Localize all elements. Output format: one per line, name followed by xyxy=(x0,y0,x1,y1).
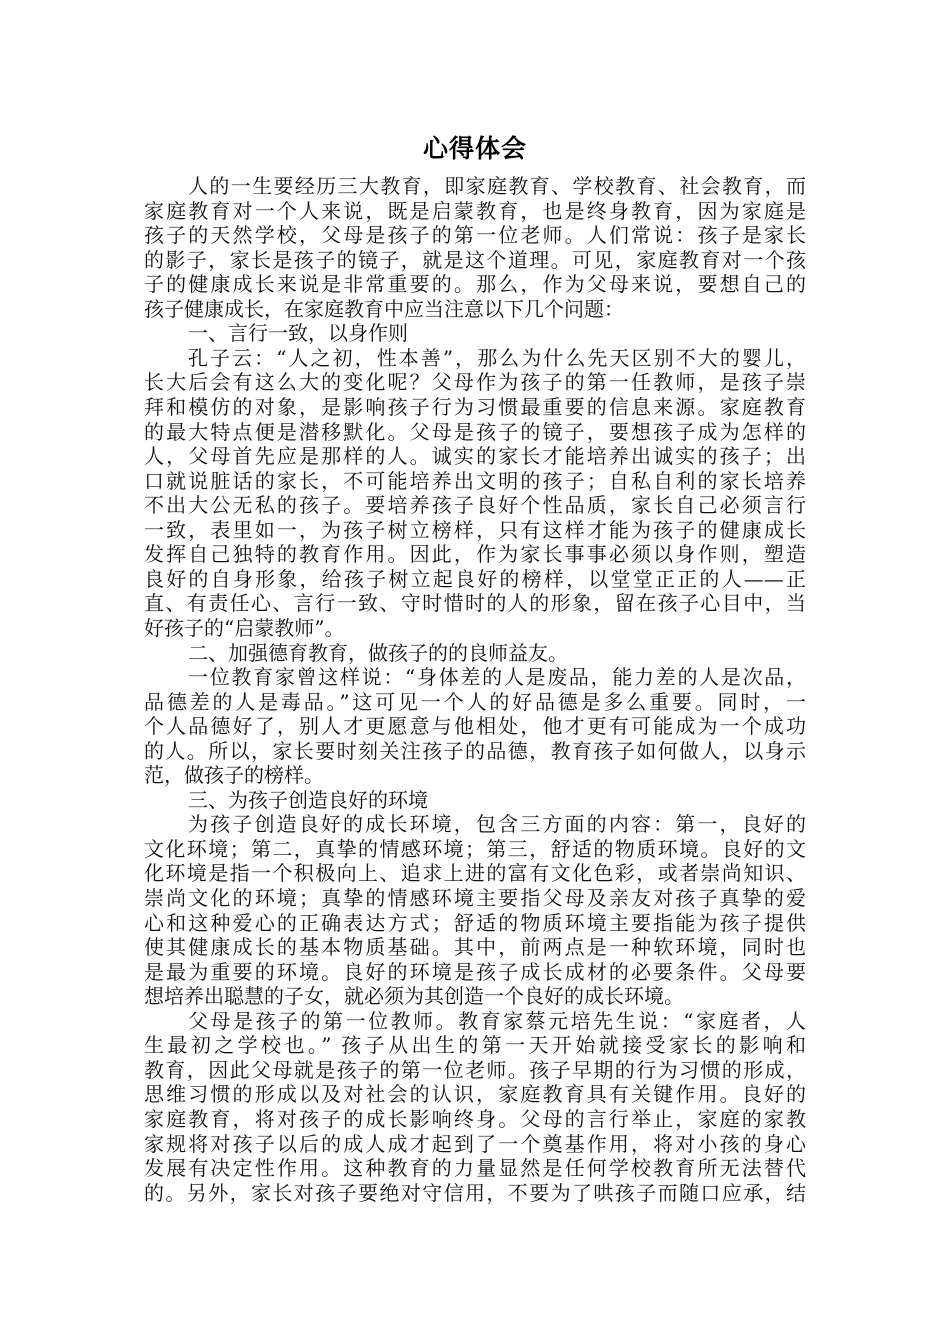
text-line: 子的健康成长来说是非常重要的。那么，作为父母来说，要想自己的 xyxy=(144,272,806,297)
text-line: 一、言行一致，以身作则 xyxy=(188,321,408,346)
text-line: 的。另外，家长对孩子要绝对守信用，不要为了哄孩子而随口应承，结 xyxy=(144,1180,806,1205)
text-line: 个人品德好了，别人才更愿意与他相处，他才更有可能成为一个成功 xyxy=(144,714,806,739)
text-line: 思维习惯的形成以及对社会的认识，家庭教育具有关键作用。良好的 xyxy=(144,1082,806,1107)
text-line: 一致，表里如一，为孩子树立榜样，只有这样才能为孩子的健康成长 xyxy=(144,517,806,542)
document-title: 心得体会 xyxy=(422,134,527,163)
text-line: 直、有责任心、言行一致、守时惜时的人的形象，留在孩子心目中，当 xyxy=(144,591,806,616)
text-line: 孔子云：“人之初，性本善”，那么为什么先天区别不大的婴儿， xyxy=(188,345,806,370)
text-line: 品德差的人是毒品。”这可见一个人的好品德是多么重要。同时，一 xyxy=(144,689,806,714)
text-line: 生最初之学校也。” 孩子从出生的第一天开始就接受家长的影响和 xyxy=(144,1033,806,1058)
text-line: 化环境是指一个积极向上、追求上进的富有文化色彩，或者崇尚知识、 xyxy=(144,861,806,886)
text-line: 不出大公无私的孩子。要培养孩子良好个性品质，家长自己必须言行 xyxy=(144,493,806,518)
text-line: 人，父母首先应是那样的人。诚实的家长才能培养出诚实的孩子；出 xyxy=(144,444,806,469)
text-line: 教育，因此父母就是孩子的第一位老师。孩子早期的行为习惯的形成， xyxy=(144,1057,806,1082)
text-line: 的影子，家长是孩子的镜子，就是这个道理。可见，家庭教育对一个孩 xyxy=(144,247,806,272)
text-line: 文化环境；第二，真挚的情感环境；第三，舒适的物质环境。良好的文 xyxy=(144,836,806,861)
text-line: 人的一生要经历三大教育，即家庭教育、学校教育、社会教育，而 xyxy=(188,174,806,198)
text-line: 家庭教育对一个人来说，既是启蒙教育，也是终身教育，因为家庭是 xyxy=(144,198,806,223)
text-line: 二、加强德育教育，做孩子的的良师益友。 xyxy=(188,640,568,665)
text-line: 父母是孩子的第一位教师。教育家蔡元培先生说：“家庭者，人 xyxy=(188,1008,806,1033)
text-line: 拜和模仿的对象，是影响孩子行为习惯最重要的信息来源。家庭教育 xyxy=(144,395,806,419)
text-line: 的人。所以，家长要时刻关注孩子的品德，教育孩子如何做人，以身示 xyxy=(144,738,806,763)
text-line: 使其健康成长的基本物质基础。其中，前两点是一种软环境，同时也 xyxy=(144,935,806,960)
text-line: 发挥自己独特的教育作用。因此，作为家长事事必须以身作则，塑造 xyxy=(144,542,806,567)
text-line: 长大后会有这么大的变化呢？父母作为孩子的第一任教师，是孩子崇 xyxy=(144,370,806,395)
text-line: 好孩子的“启蒙教师”。 xyxy=(144,615,345,640)
text-line: 三、为孩子创造良好的环境 xyxy=(188,787,428,812)
text-line: 良好的自身形象，给孩子树立起良好的榜样，以堂堂正正的人——正 xyxy=(144,566,806,591)
text-line: 家庭教育，将对孩子的成长影响终身。父母的言行举止，家庭的家教 xyxy=(144,1106,806,1131)
text-line: 崇尚文化的环境；真挚的情感环境主要指父母及亲友对孩子真挚的爱 xyxy=(144,886,806,910)
text-line: 口就说脏话的家长，不可能培养出文明的孩子；自私自利的家长培养 xyxy=(144,468,806,493)
text-line: 心和这种爱心的正确表达方式；舒适的物质环境主要指能为孩子提供 xyxy=(144,910,806,935)
text-line: 一位教育家曾这样说：“身体差的人是废品，能力差的人是次品， xyxy=(188,665,806,689)
text-line: 孩子健康成长，在家庭教育中应当注意以下几个问题： xyxy=(144,296,624,321)
text-line: 是最为重要的环境。良好的环境是孩子成长成材的必要条件。父母要 xyxy=(144,959,806,984)
text-line: 为孩子创造良好的成长环境，包含三方面的内容：第一，良好的 xyxy=(188,812,806,837)
text-line: 范，做孩子的榜样。 xyxy=(144,763,324,788)
text-line: 发展有决定性作用。这种教育的力量显然是任何学校教育所无法替代 xyxy=(144,1156,806,1180)
text-line: 孩子的天然学校，父母是孩子的第一位老师。人们常说：孩子是家长 xyxy=(144,223,806,248)
text-line: 想培养出聪慧的子女，就必须为其创造一个良好的成长环境。 xyxy=(144,984,684,1009)
text-line: 家规将对孩子以后的成人成才起到了一个奠基作用，将对小孩的身心 xyxy=(144,1131,806,1156)
text-line: 的最大特点便是潜移默化。父母是孩子的镜子，要想孩子成为怎样的 xyxy=(144,419,806,444)
